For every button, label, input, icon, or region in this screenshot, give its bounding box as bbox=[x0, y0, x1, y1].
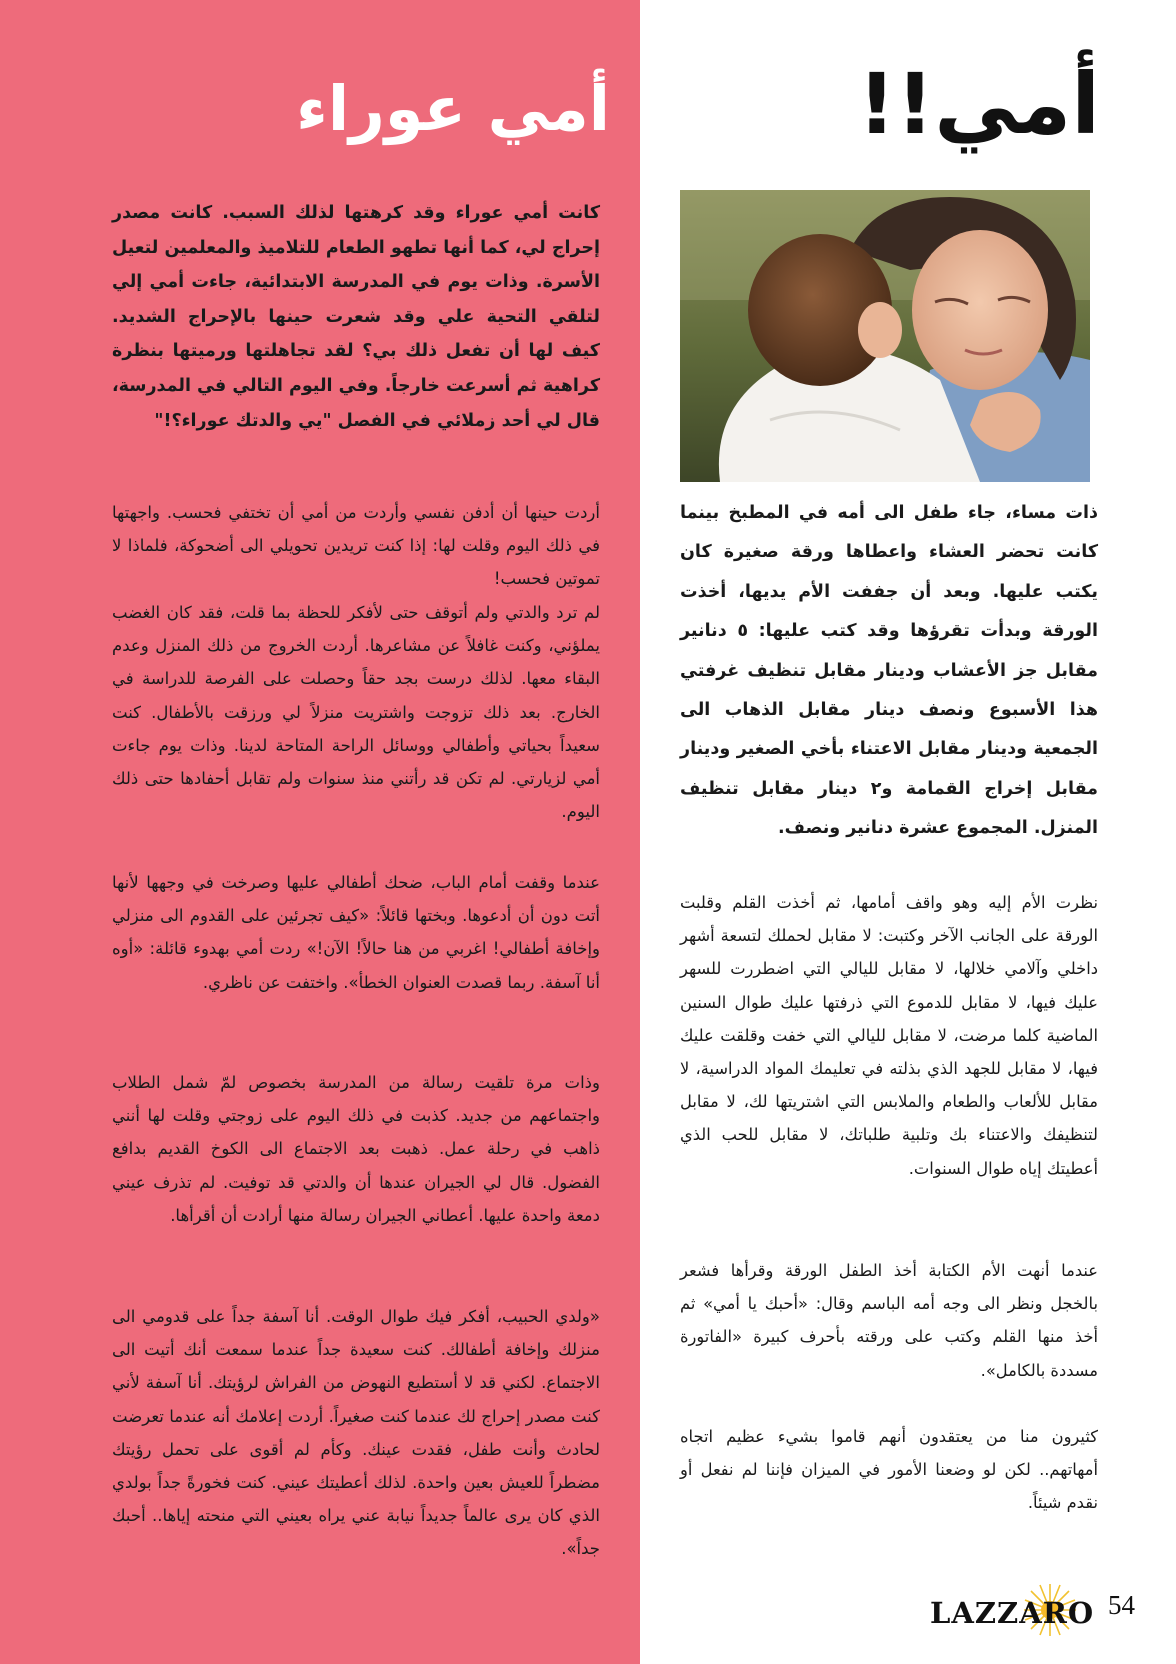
left-paragraph-2: لم ترد والدتي ولم أتوقف حتى لأفكر للحظة بما قلت، فقد كان الغضب يملؤني، وكنت غافلاً عن مشاعرها. أردت الخروج من ذلك المنزل وعدم البقاء معها. لذلك درست بجد حقاً وحصلت على الفرصة للدراسة في الخارج. بعد ذلك تزوجت واشتريت منزلاً لي ورزقت بالأطفال. كنت سعيداً بحياتي وأطفالي ووسائل الراحة المتاحة لدينا. وذات يوم جاءت أمي لزيارتي. لم تكن قد رأتني منذ سنوات ولم تقابل أحفادها حتى ذلك اليوم. bbox=[112, 603, 600, 822]
logo-text: LAZZARO bbox=[930, 1596, 1095, 1630]
left-intro-bold: كانت أمي عوراء وقد كرهتها لذلك السبب. كانت مصدر إحراج لي، كما أنها تطهو الطعام للتلاميذ والمعلمين لتعيل الأسرة. وذات يوم في المدرسة الابتدائية، جاءت أمي إلي لتلقي التحية علي وقد شعرت حينها بالإحراج الشديد. كيف لها أن تفعل ذلك بي؟ لقد تجاهلتها ورميتها بنظرة كراهية ثم أسرعت خارجاً. وفي اليوم التالي في المدرسة، قال لي أحد زملائي في الفصل "يي والدتك عوراء؟!" bbox=[112, 203, 600, 431]
page-number: 54 bbox=[1108, 1590, 1135, 1620]
lazzaro-logo bbox=[930, 1588, 1095, 1632]
left-paragraph-1: أردت حينها أن أدفن نفسي وأردت من أمي أن تختفي فحسب. واجهتها في ذلك اليوم وقلت لها: إذا كنت تريدين تحويلي الى أضحوكة، فلماذا لا تموتين فحسب! bbox=[112, 503, 600, 589]
mother-hugging-child-photo bbox=[680, 190, 1090, 482]
right-article-title: أمي!! bbox=[857, 55, 1100, 153]
left-paragraph-5: «ولدي الحبيب، أفكر فيك طوال الوقت. أنا آسفة جداً على قدومي الى منزلك وإخافة أطفالك. كنت سعيدة جداً عندما سمعت أنك أتيت الى الاجتماع. لكني قد لا أستطيع النهوض من الفراش لرؤيتك. أنا آسفة لأني كنت مصدر إحراج لك عندما كنت صغيراً. أردت إعلامك أنه عندما تعرضت لحادث وأنت طفل، فقدت عينك. وكأم لم أقوى على تحمل رؤيتك مضطراً للعيش بعين واحدة. لذلك أعطيتك عيني. كنت فخورةً جداً بولدي الذي كان يرى عالماً جديداً نيابة عني يراه بعيني التي منحته إياها.. أحبك جداً». bbox=[112, 1307, 600, 1559]
right-intro-bold: ذات مساء، جاء طفل الى أمه في المطبخ بينما كانت تحضر العشاء واعطاها ورقة صغيرة كان يكتب عليها. وبعد أن جففت الأم يديها، أخذت الورقة وبدأت تقرؤها وقد كتب عليها: ٥ دنانير مقابل جز الأعشاب ودينار مقابل تنظيف غرفتي هذا الأسبوع ونصف دينار مقابل الذهاب الى الجمعية ودينار مقابل الاعتناء بأخي الصغير ودينار مقابل إخراج القمامة و٢ دينار مقابل تنظيف المنزل. المجموع عشرة دنانير ونصف. bbox=[680, 503, 1098, 839]
right-paragraph-3: كثيرون منا من يعتقدون أنهم قاموا بشيء عظيم اتجاه أمهاتهم.. لكن لو وضعنا الأمور في الميزان فإننا لم نفعل أو نقدم شيئاً. bbox=[680, 1427, 1098, 1513]
right-paragraph-1: نظرت الأم إليه وهو واقف أمامها، ثم أخذت القلم وقلبت الورقة على الجانب الآخر وكتبت: لا مقابل لحملك لتسعة أشهر داخلي وآلامي خلالها، لا مقابل لليالي التي اضطررت للسهر عليك فيها، لا مقابل للدموع التي ذرفتها عليك طوال السنين الماضية كلما مرضت، لا مقابل لليالي التي خفت وقلقت عليك فيها، لا مقابل للجهد الذي بذلته في تعليمك المواد الدراسية، لا مقابل للألعاب والطعام والملابس التي اشتريتها لك، لا مقابل لتنظيفك والاعتناء بك وتلبية طلباتك، لا مقابل للحب الذي أعطيتك إياه طوال السنوات. bbox=[680, 893, 1098, 1178]
left-article-title: أمي عوراء bbox=[296, 72, 610, 145]
left-paragraph-3: عندما وقفت أمام الباب، ضحك أطفالي عليها وصرخت في وجهها لأنها أتت دون أن أدعوها. وبختها قائلاً: «كيف تجرئين على القدوم الى منزلي وإخافة أطفالي! اغربي من هنا حالاً! الآن!» ردت أمي بهدوء قائلة: «أوه أنا آسفة. ربما قصدت العنوان الخطأ». واختفت عن ناظري. bbox=[112, 873, 600, 992]
left-paragraph-4: وذات مرة تلقيت رسالة من المدرسة بخصوص لمّ شمل الطلاب واجتماعهم من جديد. كذبت في ذلك اليوم على زوجتي وقلت لها أنني ذاهب في رحلة عمل. ذهبت بعد الاجتماع الى الكوخ القديم بدافع الفضول. قال لي الجيران عندها أن والدتي قد توفيت. لم تذرف عيني دمعة واحدة عليها. أعطاني الجيران رسالة منها أرادت أن أقرأها. bbox=[112, 1073, 600, 1225]
right-paragraph-2: عندما أنهت الأم الكتابة أخذ الطفل الورقة وقرأها فشعر بالخجل ونظر الى وجه أمه الباسم وقال: «أحبك يا أمي» ثم أخذ منها القلم وكتب على ورقته بأحرف كبيرة «الفاتورة مسددة بالكامل». bbox=[680, 1261, 1098, 1380]
